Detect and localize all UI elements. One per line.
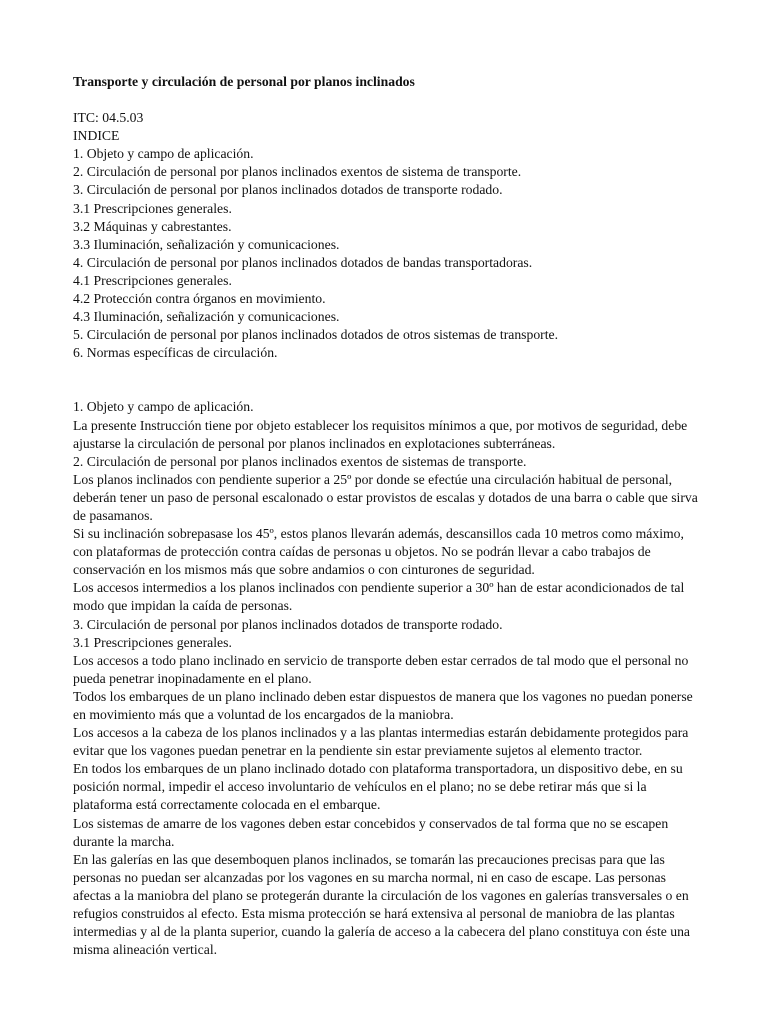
- paragraph: Todos los embarques de un plano inclinado deben estar dispuestos de manera que los vagones no puedan ponerse en movimiento más que a voluntad de los encargados de la maniobra.: [73, 688, 693, 722]
- spacer: [73, 91, 701, 109]
- index-item: 3.1 Prescripciones generales.: [73, 200, 232, 216]
- index-item: 4.3 Iluminación, señalización y comunicaciones.: [73, 309, 340, 325]
- paragraph: Los accesos intermedios a los planos inclinados con pendiente superior a 30º han de estar acondicionados de tal modo que impidan la caída de personas.: [73, 580, 685, 614]
- index-item: 4.2 Protección contra órganos en movimiento.: [73, 291, 326, 307]
- index-item: 3.2 Máquinas y cabrestantes.: [73, 218, 232, 234]
- section-heading: 1. Objeto y campo de aplicación.: [73, 399, 254, 415]
- index-item: 5. Circulación de personal por planos inclinados dotados de otros sistemas de transporte.: [73, 327, 559, 343]
- subsection-heading: 3.1 Prescripciones generales.: [73, 634, 232, 650]
- index-item: 6. Normas específicas de circulación.: [73, 345, 278, 361]
- paragraph: En las galerías en las que desemboquen planos inclinados, se tomarán las precauciones precisas para que las personas no puedan ser alcanzadas por los vagones en su marcha normal, ni en caso de escape. Las personas afectas a la maniobra del plano se protegerán durante la circulación de los vagones en galerías transversales o en refugios construidos al efecto. Esta misma protección se hará extensiva al personal de maniobra de las plantas intermedias y al de la planta superior, cuando la galería de acceso a la cabecera del plano constituya con éste una misma alineación vertical.: [73, 851, 691, 958]
- section-heading: 2. Circulación de personal por planos inclinados exentos de sistemas de transporte.: [73, 453, 527, 469]
- paragraph: Los accesos a todo plano inclinado en servicio de transporte deben estar cerrados de tal modo que el personal no pueda penetrar inopinadamente en el plano.: [73, 652, 689, 686]
- paragraph: Si su inclinación sobrepasase los 45º, estos planos llevarán además, descansillos cada 10 metros como máximo, con plataformas de protección contra caídas de personas u objetos. No se podrán llevar a cabo trabajos de conservación en los mismos más que sobre andamios o con cinturones de seguridad.: [73, 526, 684, 578]
- section-heading: 3. Circulación de personal por planos inclinados dotados de transporte rodado.: [73, 616, 503, 632]
- index-item: 4.1 Prescripciones generales.: [73, 272, 232, 288]
- index-item: 2. Circulación de personal por planos inclinados exentos de sistema de transporte.: [73, 164, 522, 180]
- index-heading: INDICE: [73, 128, 120, 144]
- spacer: [73, 362, 701, 398]
- paragraph: Los accesos a la cabeza de los planos inclinados y a las plantas intermedias estarán debidamente protegidos para evitar que los vagones puedan penetrar en la pendiente sin estar previamente sujetos al elemento tractor.: [73, 725, 689, 759]
- paragraph: Los sistemas de amarre de los vagones deben estar concebidos y conservados de tal forma que no se escapen durante la marcha.: [73, 815, 669, 849]
- index-item: 1. Objeto y campo de aplicación.: [73, 146, 254, 162]
- document-page: [73, 73, 701, 959]
- document-body: [73, 398, 701, 959]
- document-title: Transporte y circulación de personal por planos inclinados: [73, 74, 415, 89]
- itc-code: ITC: 04.5.03: [73, 110, 144, 126]
- index-item: 4. Circulación de personal por planos inclinados dotados de bandas transportadoras.: [73, 254, 533, 270]
- index-list: [73, 145, 701, 362]
- paragraph: La presente Instrucción tiene por objeto establecer los requisitos mínimos a que, por motivos de seguridad, debe ajustarse la circulación de personal por planos inclinados en explotaciones subterráneas.: [73, 417, 688, 451]
- paragraph: Los planos inclinados con pendiente superior a 25º por donde se efectúe una circulación habitual de personal, deberán tener un paso de personal escalonado o estar provistos de escalas y dotados de una barra o cable que sirva de pasamanos.: [73, 471, 698, 523]
- paragraph: En todos los embarques de un plano inclinado dotado con plataforma transportadora, un dispositivo debe, en su posición normal, impedir el acceso involuntario de vehículos en el plano; no se debe retirar más que si la plataforma está correctamente colocada en el embarque.: [73, 761, 683, 813]
- index-item: 3.3 Iluminación, señalización y comunicaciones.: [73, 236, 340, 252]
- index-item: 3. Circulación de personal por planos inclinados dotados de transporte rodado.: [73, 182, 503, 198]
